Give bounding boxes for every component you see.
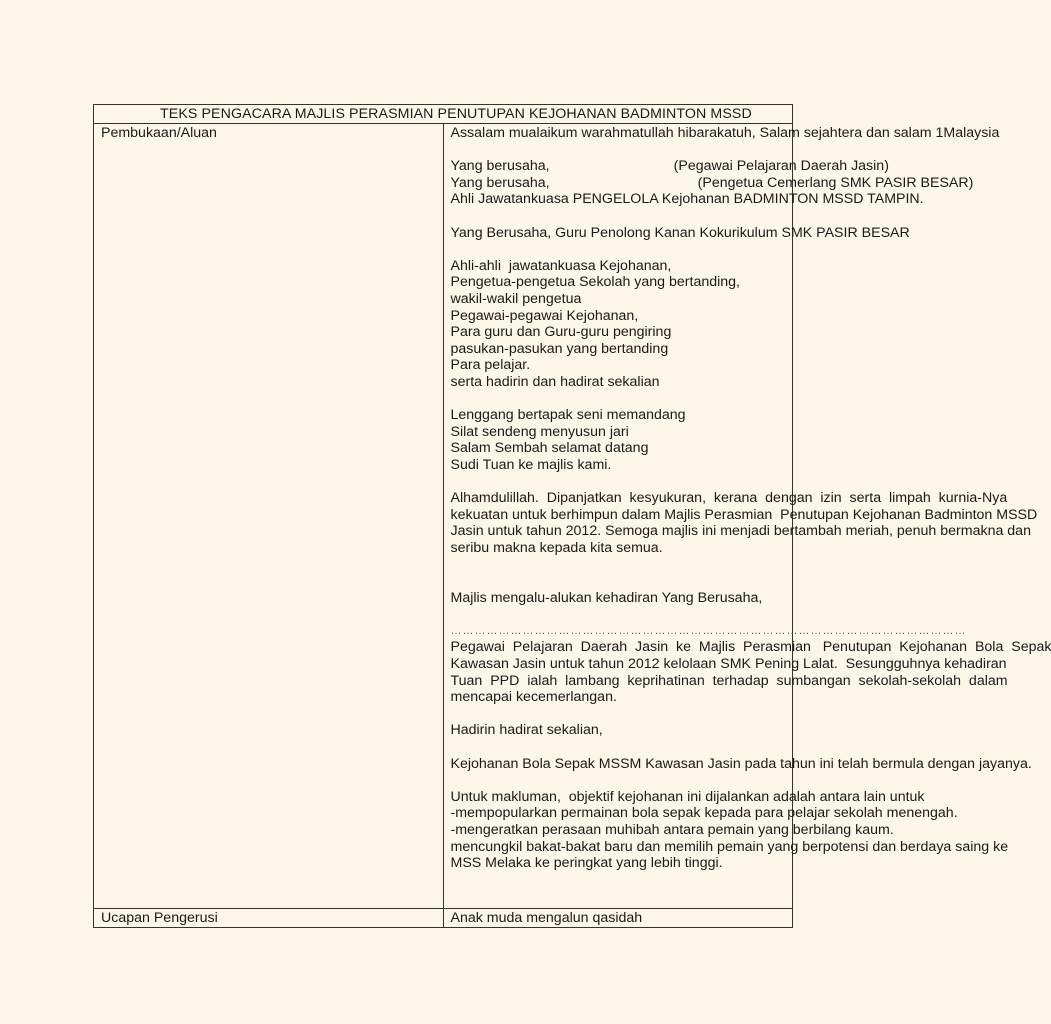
dotted-placeholder: ………………………………………………………………………………………………………………… bbox=[450, 624, 967, 637]
salutation-line: serta hadirin dan hadirat sekalian bbox=[450, 373, 660, 390]
table-title-row bbox=[94, 105, 793, 124]
greeting-line: Assalam mualaikum warahmatullah hibarakatuh, Salam sejahtera dan salam 1Malaysia bbox=[450, 125, 1000, 141]
salutation-line: pasukan-pasukan yang bertanding bbox=[450, 340, 669, 357]
objective-line: MSS Melaka ke peringkat yang lebih tinggi. bbox=[450, 855, 723, 872]
paragraph-line: mencapai kecemerlangan. bbox=[450, 689, 617, 706]
pantun-line: Anak muda mengalun qasidah bbox=[450, 910, 643, 926]
salutation-line: Para guru dan Guru-guru pengiring bbox=[450, 324, 672, 341]
section-label: Pembukaan/Aluan bbox=[94, 124, 444, 909]
section-content bbox=[443, 909, 793, 928]
salutation-line: Para pelajar. bbox=[450, 357, 531, 374]
pantun-line: Salam Sembah selamat datang bbox=[450, 440, 649, 457]
table-row bbox=[94, 909, 793, 928]
salutation-line: Pegawai-pegawai Kejohanan, bbox=[450, 307, 639, 324]
section-content bbox=[443, 124, 1051, 909]
table-title: TEKS PENGACARA MAJLIS PERASMIAN PENUTUPAN KEJOHANAN BADMINTON MSSD bbox=[94, 105, 793, 124]
paragraph-line: seribu makna kepada kita semua. bbox=[450, 539, 663, 556]
speech-script-table bbox=[93, 104, 1051, 928]
section-label: Ucapan Pengerusi bbox=[94, 909, 444, 928]
objective-line: -mengeratkan perasaan muhibah antara pemain yang berbilang kaum. bbox=[450, 821, 894, 838]
salutation-line: wakil-wakil pengetua bbox=[450, 290, 582, 307]
objective-line: Untuk makluman, objektif kejohanan ini dijalankan adalah antara lain untuk bbox=[450, 788, 925, 805]
paragraph-line: Pegawai Pelajaran Daerah Jasin ke Majlis Perasmian Penutupan Kejohanan Bola Sepak bbox=[450, 639, 1051, 656]
table-row bbox=[94, 124, 793, 909]
objective-line: mencungkil bakat-bakat baru dan memilih pemain yang berpotensi dan berdaya saing ke bbox=[450, 838, 1009, 855]
pantun-line: Lenggang bertapak seni memandang bbox=[450, 407, 686, 424]
pantun-line: Silat sendeng menyusun jari bbox=[450, 423, 629, 440]
paragraph-line: Alhamdulillah. Dipanjatkan kesyukuran, kerana dengan izin serta limpah kurnia-Nya bbox=[450, 490, 1008, 507]
paragraph-line: Jasin untuk tahun 2012. Semoga majlis ini menjadi bertambah meriah, penuh bermakna dan bbox=[450, 523, 1031, 540]
welcome-line: Majlis mengalu-alukan kehadiran Yang Berusaha, bbox=[450, 589, 763, 606]
salutation-line: Pengetua-pengetua Sekolah yang bertanding, bbox=[450, 274, 740, 291]
salutation-line: Ahli-ahli jawatankuasa Kejohanan, bbox=[450, 257, 672, 274]
salutation-line: Yang berusaha, (Pegawai Pelajaran Daerah Jasin) bbox=[450, 158, 889, 175]
objective-line: -mempopularkan permainan bola sepak kepada para pelajar sekolah menengah. bbox=[450, 805, 958, 822]
paragraph-line: Kejohanan Bola Sepak MSSM Kawasan Jasin pada tahun ini telah bermula dengan jayanya. bbox=[450, 755, 1032, 772]
paragraph-line: kekuatan untuk berhimpun dalam Majlis Perasmian Penutupan Kejohanan Badminton MSSD bbox=[450, 506, 1038, 523]
salutation-line: Ahli Jawatankuasa PENGELOLA Kejohanan BADMINTON MSSD TAMPIN. bbox=[450, 191, 924, 208]
salutation-line: Yang berusaha, (Pengetua Cemerlang SMK PASIR BESAR) bbox=[450, 174, 974, 191]
address-line: Hadirin hadirat sekalian, bbox=[450, 722, 603, 739]
pantun-line: Sudi Tuan ke majlis kami. bbox=[450, 456, 612, 473]
paragraph-line: Kawasan Jasin untuk tahun 2012 kelolaan SMK Pening Lalat. Sesungguhnya kehadiran bbox=[450, 656, 1007, 672]
paragraph-line: Tuan PPD ialah lambang keprihatinan terhadap sumbangan sekolah-sekolah dalam bbox=[450, 672, 1008, 689]
salutation-line: Yang Berusaha, Guru Penolong Kanan Kokurikulum SMK PASIR BESAR bbox=[450, 224, 910, 241]
